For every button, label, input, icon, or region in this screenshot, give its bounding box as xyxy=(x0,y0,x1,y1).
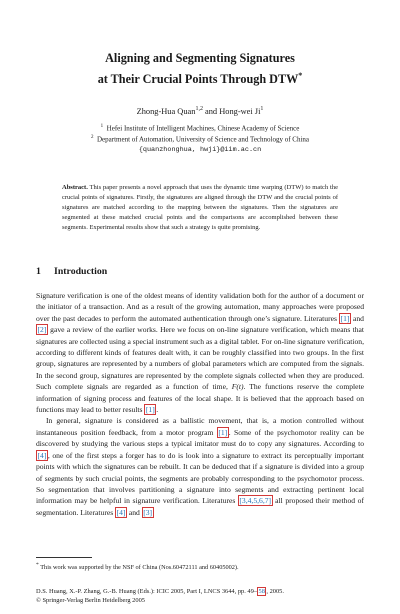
author-list xyxy=(40,104,360,117)
author-emails: {quanzhonghua, hwji}@iim.ac.cn xyxy=(138,145,262,154)
citation-link[interactable]: [1] xyxy=(218,427,228,437)
section-heading xyxy=(36,266,107,277)
publication-citation-text: D.S. Huang, X.-P. Zhang, G.-B. Huang (Eds.): ICIC 2005, Part I, LNCS 3644, pp. 49– xyxy=(36,588,257,595)
citation-link[interactable]: [1] xyxy=(340,313,350,323)
author-1: Zhong-Hua Quan xyxy=(136,106,196,116)
paragraph-2-text-a: In general, signature is considered as a ballistic movement, that is, a motion controlled without instantaneous position feedback, from a motor program xyxy=(36,416,364,437)
abstract xyxy=(62,183,338,233)
paragraph-2-text-d: all proposed their method of segmentation. Literatures xyxy=(36,496,364,517)
abstract-text: This paper presents a novel approach that uses the dynamic time warping (DTW) to match the crucial points of signatures. Firstly, the signatures are aligned through the DTW and the crucial points of signatures are matched according to the mapping between the signatures. Then the signatures are segmented at these matched crucial points and the comparisons are accomplished between these segments. Experimental results show that such a strategy is quite promising. xyxy=(62,184,338,231)
function-symbol: F(t) xyxy=(231,382,244,392)
citation-link[interactable]: [4] xyxy=(37,450,47,460)
copyright-notice: © Springer-Verlag Berlin Heidelberg 2005 xyxy=(36,597,145,604)
footnote-divider xyxy=(36,557,92,558)
affiliation-1 xyxy=(48,122,352,133)
footnote-marker: * xyxy=(36,562,39,568)
affiliation-2 xyxy=(48,133,352,144)
section-title: Introduction xyxy=(54,266,108,277)
author-connector: and xyxy=(202,106,220,116)
affiliation-1-number: 1 xyxy=(100,124,104,129)
body-text xyxy=(36,290,364,518)
author-1-affiliation: 1,2 xyxy=(195,106,203,112)
citation-link[interactable]: [1] xyxy=(145,405,155,415)
paragraph-2 xyxy=(36,415,364,518)
citation-link[interactable]: [2] xyxy=(37,325,47,335)
title-footnote-marker: * xyxy=(298,71,303,80)
paragraph-1-text-e: . xyxy=(156,405,159,415)
title-line-2: at Their Crucial Points Through DTW xyxy=(97,72,299,87)
citation-link[interactable]: [3] xyxy=(143,507,153,517)
paragraph-1-text-c: gave a review of the earlier works. Here we focus on on-line signature verification, which means that signatures are collected using a special instrument such as a digital tablet. For on-line signature verification, according to different kinds of features dealt with, it can be roughly classified into two groups. In the first group, signatures are represented by a numbers of global parameters which are computed from the signals. In the second group, signatures are represented by the complete signals collected when they are produced. Such complete signals are regarded as a function of time, xyxy=(36,325,364,392)
page-link[interactable]: 58 xyxy=(258,588,265,595)
author-2-affiliation: 1 xyxy=(260,106,264,112)
affiliation-2-text: Department of Automation, University of Science and Technology of China xyxy=(96,135,310,144)
paragraph-1-text-d: . The functions reserve the complete information of signing process and features of the local shape. It is believed that the approach based on functions may lead to better results xyxy=(36,382,364,415)
affiliation-2-number: 2 xyxy=(90,135,94,141)
citation-link[interactable]: [3,4,5,6,7] xyxy=(239,496,272,506)
publication-year: , 2005. xyxy=(266,588,284,595)
paragraph-2-text-b: . Some of the psychomotor reality can be discovered by studying the various steps a typical imitator must do to copy any signatures. According to xyxy=(36,427,364,449)
publication-info xyxy=(36,587,284,605)
affiliation-1-text: Hefei Institute of Intelligent Machines, Chinese Academy of Science xyxy=(106,124,300,133)
citation-link[interactable]: [4] xyxy=(116,507,126,517)
abstract-label: Abstract. xyxy=(62,184,88,191)
publication-citation xyxy=(36,587,284,596)
paragraph-2-text-e: and xyxy=(126,507,142,517)
footnote-text: This work was supported by the NSF of China (Nos.60472111 and 60405002). xyxy=(38,564,239,572)
paragraph-1-text-b: and xyxy=(350,313,364,323)
footnote xyxy=(36,561,239,572)
paper-title xyxy=(40,50,360,88)
paragraph-1-text-a: Signature verification is one of the oldest means of identity validation both for the author of a document or the initiator of a transaction. And as a result of the growing automation, many approaches were proposed over the past decades to perform the automated authentication through one’s signature. Literatures xyxy=(36,291,364,323)
paragraph-1 xyxy=(36,290,364,415)
section-number: 1 xyxy=(36,266,41,277)
paragraph-2-text-c: , one of the first steps a forger has to do is look into a signature to extract its perceptually important points with which the signatures can be rebuilt. It can be deduced that if a signature is divided into a group of segments by such crucial points, the segments are probably corresponding to the psychomotor process. So segmentation that involves partitioning a signature into segments and extracting pertinent local information may be helpful in signature verification. Literatures xyxy=(36,450,364,506)
affiliations xyxy=(48,122,352,155)
author-2: Hong-wei Ji xyxy=(219,106,261,116)
title-line-1: Aligning and Segmenting Signatures xyxy=(105,51,295,65)
